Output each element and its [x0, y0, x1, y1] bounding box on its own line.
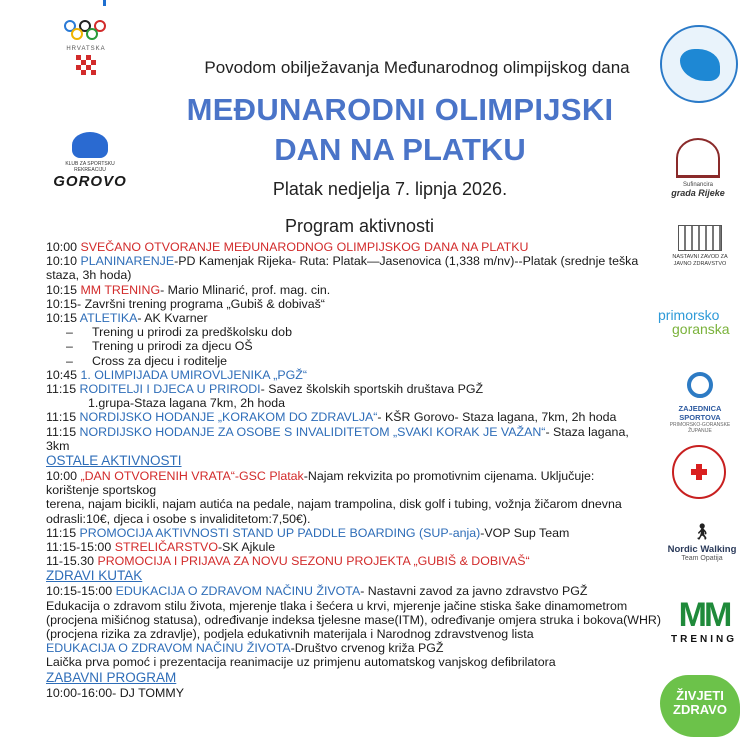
item-title: 1. OLIMPIJADA UMIROVLJENIKA „PGŽ“	[80, 367, 307, 382]
mm-trening-logo	[664, 598, 744, 645]
zdravi-desc	[46, 655, 666, 669]
zajednica-sub: PRIMORSKO-GORANSKE ŽUPANIJE	[669, 422, 731, 434]
item-detail: - AK Kvarner	[137, 311, 208, 326]
schedule-item	[46, 283, 666, 297]
item-detail: - Mario Mlinarić, prof. mag. cin.	[160, 282, 331, 297]
bullet-text: Trening u prirodi za djecu OŠ	[92, 339, 253, 354]
title-text-1: MEĐUNARODNI OLIMPIJSKI	[186, 92, 614, 127]
item-title: EDUKACIJA O ZDRAVOM NAČINU ŽIVOTA	[46, 641, 291, 656]
zabavni-text: 10:00-16:00- DJ TOMMY	[46, 685, 184, 700]
continuation-line	[46, 512, 666, 526]
rijeka-name: grada Rijeke	[671, 188, 725, 198]
item-time: 11:15	[46, 424, 77, 439]
item-title: PROMOCIJA I PRIJAVA ZA NOVU SEZONU PROJEKTA „GUBIŠ & DOBIVAŠ“	[97, 554, 530, 569]
schedule-item	[46, 554, 666, 568]
zdravi-line1	[46, 584, 666, 598]
nordic-name: Nordic Walking	[667, 544, 737, 555]
item-time: 11:15	[46, 410, 77, 425]
mm-mark: MM	[678, 596, 730, 634]
zivjeti-zdravo-logo	[660, 675, 740, 737]
top-edge	[0, 0, 750, 6]
item-time: 10:15	[46, 311, 78, 326]
continuation-text: odrasli:10€, djeca i osobe s invaliditetom:7,50€).	[46, 511, 311, 526]
rijeka-small: Sufinancira	[682, 182, 714, 188]
section-zabavni	[46, 670, 666, 686]
item-time: 10:15-15:00	[46, 584, 113, 599]
building-icon	[678, 225, 722, 251]
item-detail: -VOP Sup Team	[480, 525, 570, 540]
item-detail: - Savez školskih sportskih društava PGŽ	[260, 382, 484, 397]
item-time: 11:15	[46, 525, 77, 540]
schedule-item	[46, 240, 666, 254]
item-title: MM TRENING	[80, 282, 161, 297]
zz-line2: ZDRAVO	[673, 702, 727, 717]
title-text-2: DAN NA PLATKU	[274, 132, 526, 167]
item-title: EDUKACIJA O ZDRAVOM NAČINU ŽIVOTA	[115, 584, 361, 599]
item-detail: -PD Kamenjak Rijeka- Ruta: Platak—Jasenovica (1,338 m/nv)--Platak (srednje teška	[174, 254, 639, 269]
item-title: PROMOCIJA AKTIVNOSTI STAND UP PADDLE BOARDING (SUP-anja)	[79, 525, 481, 540]
schedule-item	[46, 540, 666, 554]
item-title: PLANINARENJE	[80, 254, 175, 269]
item-title: RODITELJI I DJECA U PRIRODI	[79, 382, 261, 397]
schedule-item	[46, 425, 666, 439]
item-title: SVEČANO OTVORANJE MEĐUNARODNOG OLIMPIJSKOG DANA NA PLATKU	[80, 240, 529, 254]
main-title-line2	[0, 132, 750, 168]
section-ostale	[46, 453, 666, 469]
nzzj-logo	[665, 225, 735, 268]
walker-icon: 🚶︎	[691, 524, 713, 541]
continuation-line	[46, 439, 666, 453]
item-title: NORDIJSKO HODANJE ZA OSOBE S INVALIDITETOM „SVAKI KORAK JE VAŽAN“	[79, 424, 546, 439]
indent-text: 1.grupa-Staza lagana 7km, 2h hoda	[88, 396, 286, 411]
olympic-rings-icon	[62, 18, 108, 44]
gorovo-name: GOROVO	[53, 173, 127, 190]
intro-text: Povodom obilježavanja Međunarodnog olimpijskog dana	[204, 58, 630, 77]
desc-text: (procjena mišićnog statusa), određivanje indeksa tjelesne mase(ITM), određivanje omjera struka i bokova(WHR)	[46, 612, 661, 627]
main-title-line1	[0, 92, 750, 128]
schedule-item	[46, 368, 666, 382]
item-time: 11-15.30	[46, 554, 94, 569]
date-text: Platak nedjelja 7. lipnja 2026.	[272, 179, 508, 199]
schedule-item	[46, 410, 666, 424]
item-detail: - Staza lagana,	[545, 424, 629, 439]
item-time: 10:00	[46, 240, 78, 254]
zajednica-sportova-logo	[660, 372, 740, 434]
ring-icon	[687, 372, 713, 398]
schedule-item	[46, 297, 666, 311]
section-heading: OSTALE AKTIVNOSTI	[46, 453, 182, 469]
schedule-item	[46, 254, 666, 268]
item-time: 10:10	[46, 254, 78, 269]
item-time: 11:15-15:00	[46, 540, 112, 555]
bullet-text: Trening u prirodi za predškolsku dob	[92, 325, 292, 340]
continuation-text: terena, najam bicikli, najam autića na pedale, najam trampolina, disk golf i tubing, vožnja žičarom dnevna	[46, 497, 622, 512]
nordic-team: Team Opatija	[681, 555, 723, 562]
continuation-text: 3km	[46, 438, 70, 453]
zdravi-line2	[46, 641, 666, 655]
bullet-text: Cross za djecu i roditelje	[92, 353, 227, 368]
continuation-line	[46, 497, 666, 511]
section-zdravi	[46, 568, 666, 584]
red-cross-icon	[691, 464, 707, 480]
desc-text: Laička prva pomoć i prezentacija reanimacije uz primjenu automatskog vanjskog defibrilatora	[46, 655, 556, 670]
red-cross-logo	[672, 445, 726, 499]
desc-text: Edukacija o zdravom stilu života, mjerenje tlaka i šećera u krvi, mjerenje jačine stiska šake dinamometrom	[46, 598, 628, 613]
indented-item	[46, 396, 666, 410]
nordic-walking-logo	[664, 522, 740, 562]
pgz-bottom: goranska	[672, 321, 730, 337]
item-time: 11:15	[46, 382, 77, 397]
item-title: NORDIJSKO HODANJE „KORAKOM DO ZDRAVLJA“	[79, 410, 378, 425]
schedule-item	[46, 526, 666, 540]
continuation-text: korištenje sportskog	[46, 483, 157, 498]
schedule-item	[46, 469, 666, 483]
continuation-line	[46, 483, 666, 497]
item-detail: - KŠR Gorovo- Staza lagana, 7km, 2h hoda	[377, 410, 617, 425]
item-detail: - Nastavni zavod za javno zdravstvo PGŽ	[360, 584, 588, 599]
zz-line1: ŽIVJETI	[676, 688, 724, 703]
gorovo-subtitle: KLUB ZA SPORTSKU REKREACIJU	[65, 161, 115, 173]
section-heading: ZABAVNI PROGRAM	[46, 669, 177, 685]
nzzj-name: NASTAVNI ZAVOD ZA JAVNO ZDRAVSTVO	[672, 254, 728, 267]
item-detail: Završni trening programa „Gubiš & dobivaš“	[84, 296, 325, 311]
item-detail: -SK Ajkule	[217, 540, 276, 555]
program-list	[46, 240, 666, 700]
item-title: ATLETIKA	[79, 311, 138, 326]
edge-mark	[103, 0, 106, 6]
program-heading: Program aktivnosti	[285, 216, 435, 236]
pgz-top: primorsko	[658, 307, 720, 323]
desc-text: (procjena rizika za zdravlje), podjela edukativnih materijala i Narodnog zdravstvenog lista	[46, 627, 534, 642]
event-date	[0, 179, 750, 200]
schedule-item	[46, 382, 666, 396]
section-heading: ZDRAVI KUTAK	[46, 568, 143, 584]
item-time: 10:15	[46, 282, 78, 297]
continuation-line	[46, 268, 666, 282]
bullet-item	[46, 354, 666, 368]
item-time: 10:45	[46, 367, 78, 382]
schedule-item	[46, 311, 666, 325]
item-detail: -Najam rekvizita po promotivnim cijenama. Uključuje:	[303, 469, 595, 484]
item-title: „DAN OTVORENIH VRATA“-GSC Platak	[80, 469, 304, 484]
zdravi-desc	[46, 599, 666, 613]
continuation-text: staza, 3h hoda)	[46, 268, 132, 283]
bullet-item	[46, 339, 666, 353]
bullet-item	[46, 325, 666, 339]
mm-sub: TRENING	[671, 634, 737, 645]
zdravi-desc	[46, 627, 666, 641]
pgz-logo	[658, 308, 740, 336]
country-label: HRVATSKA	[66, 46, 106, 52]
item-time: 10:15-	[46, 296, 82, 311]
item-title: STRELIČARSTVO	[114, 540, 218, 555]
item-detail: -Društvo crvenog križa PGŽ	[290, 641, 444, 656]
zdravi-desc	[46, 613, 666, 627]
intro-line	[0, 58, 750, 78]
item-time: 10:00	[46, 469, 78, 484]
zajednica-name: ZAJEDNICA SPORTOVA	[678, 404, 722, 422]
zabavni-line	[46, 686, 666, 700]
